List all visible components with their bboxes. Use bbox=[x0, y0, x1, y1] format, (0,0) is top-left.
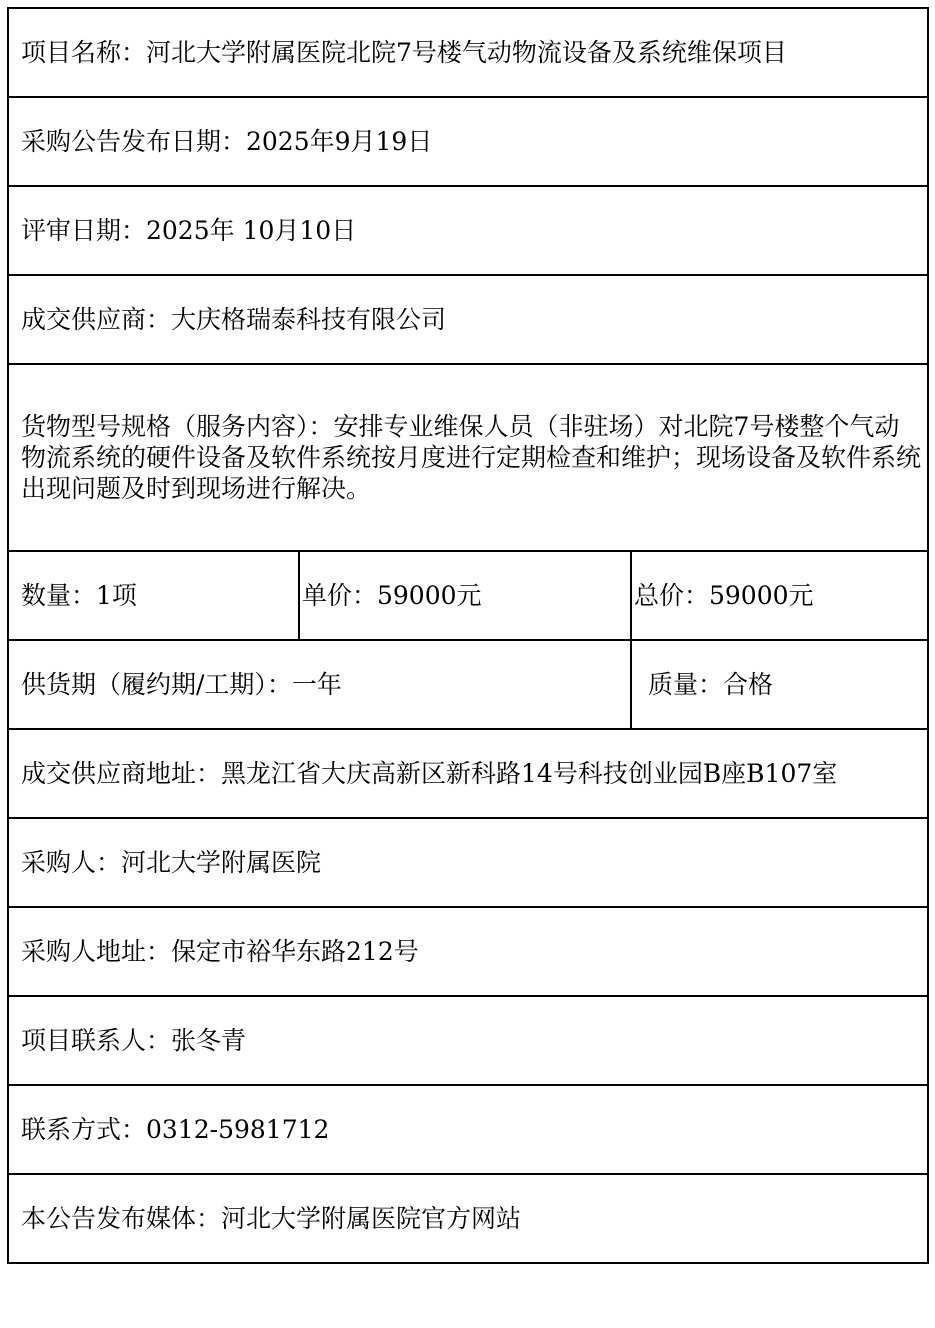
row-announce-date bbox=[8, 97, 928, 186]
purchaser-address: 采购人地址：保定市裕华东路212号 bbox=[8, 907, 928, 996]
supplier-address: 成交供应商地址：黑龙江省大庆高新区新科路14号科技创业园B座B107室 bbox=[8, 729, 928, 818]
announce-date: 采购公告发布日期：2025年9月19日 bbox=[8, 97, 928, 186]
quality: 质量：合格 bbox=[631, 640, 928, 729]
row-media bbox=[8, 1174, 928, 1263]
row-supplier bbox=[8, 275, 928, 364]
award-notice-table bbox=[7, 7, 929, 1264]
purchaser: 采购人：河北大学附属医院 bbox=[8, 818, 928, 907]
row-project-name bbox=[8, 8, 928, 97]
row-goods-spec bbox=[8, 364, 928, 551]
total-price: 总价：59000元 bbox=[631, 551, 928, 640]
review-date: 评审日期：2025年 10月10日 bbox=[8, 186, 928, 275]
row-delivery-quality bbox=[8, 640, 928, 729]
row-purchaser bbox=[8, 818, 928, 907]
quantity: 数量：1项 bbox=[8, 551, 299, 640]
row-contact-person bbox=[8, 996, 928, 1085]
row-quantity-price bbox=[8, 551, 928, 640]
contact-person: 项目联系人：张冬青 bbox=[8, 996, 928, 1085]
goods-spec: 货物型号规格（服务内容）：安排专业维保人员（非驻场）对北院7号楼整个气动物流系统的硬件设备及软件系统按月度进行定期检查和维护；现场设备及软件系统出现问题及时到现场进行解决。 bbox=[8, 364, 928, 551]
row-purchaser-address bbox=[8, 907, 928, 996]
publish-media: 本公告发布媒体：河北大学附属医院官方网站 bbox=[8, 1174, 928, 1263]
delivery-period: 供货期（履约期/工期）：一年 bbox=[8, 640, 631, 729]
unit-price: 单价：59000元 bbox=[299, 551, 631, 640]
row-review-date bbox=[8, 186, 928, 275]
row-supplier-address bbox=[8, 729, 928, 818]
supplier-name: 成交供应商：大庆格瑞泰科技有限公司 bbox=[8, 275, 928, 364]
project-name: 项目名称：河北大学附属医院北院7号楼气动物流设备及系统维保项目 bbox=[8, 8, 928, 97]
row-contact-phone bbox=[8, 1085, 928, 1174]
contact-phone: 联系方式：0312-5981712 bbox=[8, 1085, 928, 1174]
